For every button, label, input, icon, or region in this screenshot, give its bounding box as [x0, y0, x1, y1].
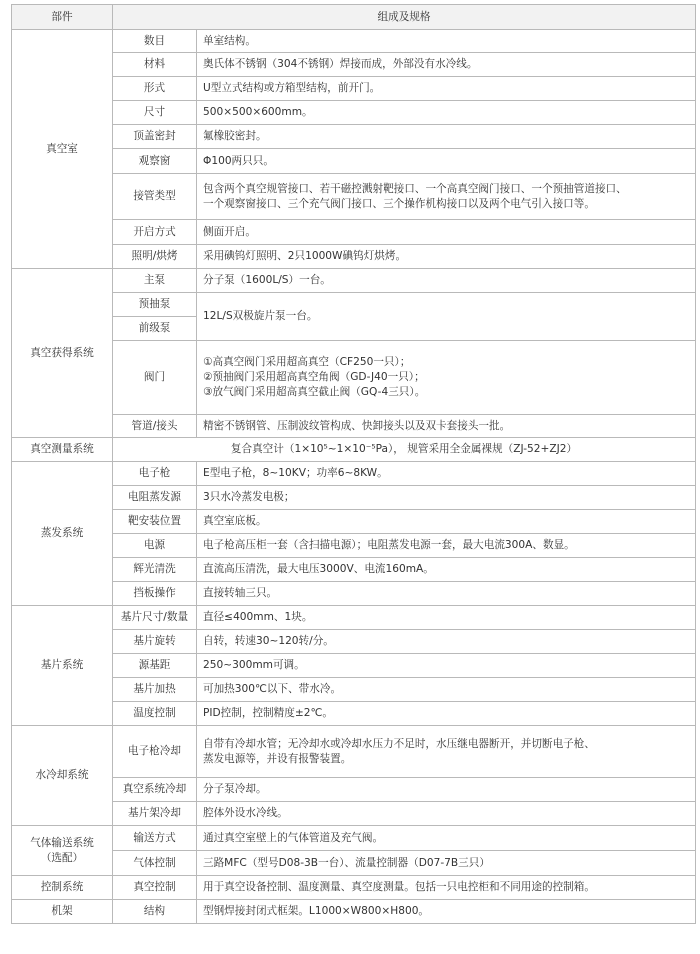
item-desc: 可加热300℃以下、带水冷。	[197, 678, 696, 702]
table-row	[12, 53, 696, 77]
item-label: 输送方式	[113, 826, 197, 851]
table-row	[12, 726, 696, 778]
table-row	[12, 293, 696, 317]
item-label: 观察窗	[113, 149, 197, 174]
item-label: 真空系统冷却	[113, 778, 197, 802]
part-label: 水冷却系统	[12, 726, 113, 826]
item-desc: 250~300mm可调。	[197, 654, 696, 678]
item-label: 基片尺寸/数量	[113, 606, 197, 630]
item-desc: 氟橡胶密封。	[197, 125, 696, 149]
item-desc: 通过真空室壁上的气体管道及充气阀。	[197, 826, 696, 851]
table-row	[12, 654, 696, 678]
item-label: 电源	[113, 534, 197, 558]
header-spec: 组成及规格	[113, 5, 696, 30]
table-row	[12, 582, 696, 606]
item-desc: 500×500×600mm。	[197, 101, 696, 125]
part-label: 气体输送系统 （选配）	[12, 826, 113, 876]
table-row	[12, 876, 696, 900]
part-label: 真空测量系统	[12, 438, 113, 462]
table-row	[12, 149, 696, 174]
item-desc: 精密不锈钢管、压制波纹管构成、快卸接头以及双卡套接头一批。	[197, 415, 696, 438]
item-desc: 用于真空设备控制、温度测量、真空度测量。包括一只电控柜和不同用途的控制箱。	[197, 876, 696, 900]
table-row	[12, 558, 696, 582]
item-label: 接管类型	[113, 174, 197, 220]
item-desc: 单室结构。	[197, 30, 696, 53]
item-label: 基片旋转	[113, 630, 197, 654]
table-row	[12, 462, 696, 486]
item-label: 挡板操作	[113, 582, 197, 606]
item-desc: 三路MFC（型号D08-3B一台）、流量控制器（D07-7B三只）	[197, 851, 696, 876]
item-label: 数目	[113, 30, 197, 53]
item-desc: 真空室底板。	[197, 510, 696, 534]
header-part: 部件	[12, 5, 113, 30]
item-label: 电子枪	[113, 462, 197, 486]
item-desc: 直接转轴三只。	[197, 582, 696, 606]
item-desc: 12L/S双极旋片泵一台。	[197, 293, 696, 341]
item-label: 开启方式	[113, 220, 197, 245]
item-label: 辉光清洗	[113, 558, 197, 582]
item-label: 主泵	[113, 269, 197, 293]
item-label: 基片架冷却	[113, 802, 197, 826]
item-label: 预抽泵	[113, 293, 197, 317]
item-desc: 采用碘钨灯照明、2只1000W碘钨灯烘烤。	[197, 245, 696, 269]
table-row	[12, 174, 696, 220]
table-row	[12, 630, 696, 654]
item-desc: ①高真空阀门采用超高真空（CF250一只）； ②预抽阀门采用超高真空角阀（GD-J40一只）； ③放气阀门采用超高真空截止阀（GQ-4三只）。	[197, 341, 696, 415]
item-label: 顶盖密封	[113, 125, 197, 149]
item-label: 电阻蒸发源	[113, 486, 197, 510]
part-label: 机架	[12, 900, 113, 924]
table-row	[12, 341, 696, 415]
table-row	[12, 826, 696, 851]
table-row	[12, 778, 696, 802]
item-label: 照明/烘烤	[113, 245, 197, 269]
table-row	[12, 534, 696, 558]
item-desc: PID控制，控制精度±2℃。	[197, 702, 696, 726]
part-label: 基片系统	[12, 606, 113, 726]
item-label: 基片加热	[113, 678, 197, 702]
item-label: 温度控制	[113, 702, 197, 726]
item-label: 尺寸	[113, 101, 197, 125]
item-label: 阀门	[113, 341, 197, 415]
table-row	[12, 486, 696, 510]
item-desc: 侧面开启。	[197, 220, 696, 245]
item-label: 靶安装位置	[113, 510, 197, 534]
table-row	[12, 510, 696, 534]
item-label: 前级泵	[113, 317, 197, 341]
part-label: 蒸发系统	[12, 462, 113, 606]
item-desc: 包含两个真空规管接口、若干磁控溅射靶接口、一个高真空阀门接口、一个预抽管道接口、 一个观察窗接口、三个充气阀门接口、三个操作机构接口以及两个电气引入接口等。	[197, 174, 696, 220]
item-desc: 分子泵（1600L/S）一台。	[197, 269, 696, 293]
item-desc: 3只水冷蒸发电极；	[197, 486, 696, 510]
table-row	[12, 220, 696, 245]
table-row	[12, 702, 696, 726]
item-desc: 复合真空计（1×10⁵~1×10⁻⁵Pa）， 规管采用全金属裸规（ZJ-52+ZJ2）	[113, 438, 696, 462]
item-desc: 自带有冷却水管；无冷却水或冷却水压力不足时，水压继电器断开，并切断电子枪、 蒸发电源等，并设有报警装置。	[197, 726, 696, 778]
spec-table-container	[11, 4, 695, 924]
table-row	[12, 101, 696, 125]
item-desc: 电子枪高压柜一套（含扫描电源）；电阻蒸发电源一套，最大电流300A、数显。	[197, 534, 696, 558]
table-header-row	[12, 5, 696, 30]
table-row	[12, 77, 696, 101]
table-row	[12, 678, 696, 702]
part-label: 控制系统	[12, 876, 113, 900]
table-row	[12, 245, 696, 269]
item-desc: Φ100两只只。	[197, 149, 696, 174]
item-desc: 直流高压清洗，最大电压3000V、电流160mA。	[197, 558, 696, 582]
item-desc: 腔体外设水冷线。	[197, 802, 696, 826]
item-desc: E型电子枪，8~10KV；功率6~8KW。	[197, 462, 696, 486]
item-desc: U型立式结构或方箱型结构，前开门。	[197, 77, 696, 101]
item-desc: 自转，转速30~120转/分。	[197, 630, 696, 654]
table-row	[12, 125, 696, 149]
part-label: 真空室	[12, 30, 113, 269]
item-desc: 型钢焊接封闭式框架。L1000×W800×H800。	[197, 900, 696, 924]
spec-table	[11, 4, 696, 924]
item-label: 形式	[113, 77, 197, 101]
item-label: 源基距	[113, 654, 197, 678]
table-row	[12, 269, 696, 293]
item-desc: 分子泵冷却。	[197, 778, 696, 802]
table-row	[12, 851, 696, 876]
table-row	[12, 30, 696, 53]
item-desc: 奥氏体不锈钢（304不锈钢）焊接而成，外部没有水冷线。	[197, 53, 696, 77]
item-label: 材料	[113, 53, 197, 77]
part-label: 真空获得系统	[12, 269, 113, 438]
item-label: 管道/接头	[113, 415, 197, 438]
table-row	[12, 415, 696, 438]
item-label: 结构	[113, 900, 197, 924]
table-row	[12, 438, 696, 462]
table-row	[12, 900, 696, 924]
item-label: 电子枪冷却	[113, 726, 197, 778]
item-label: 真空控制	[113, 876, 197, 900]
item-label: 气体控制	[113, 851, 197, 876]
item-desc: 直径≤400mm、1块。	[197, 606, 696, 630]
table-row	[12, 606, 696, 630]
table-row	[12, 802, 696, 826]
